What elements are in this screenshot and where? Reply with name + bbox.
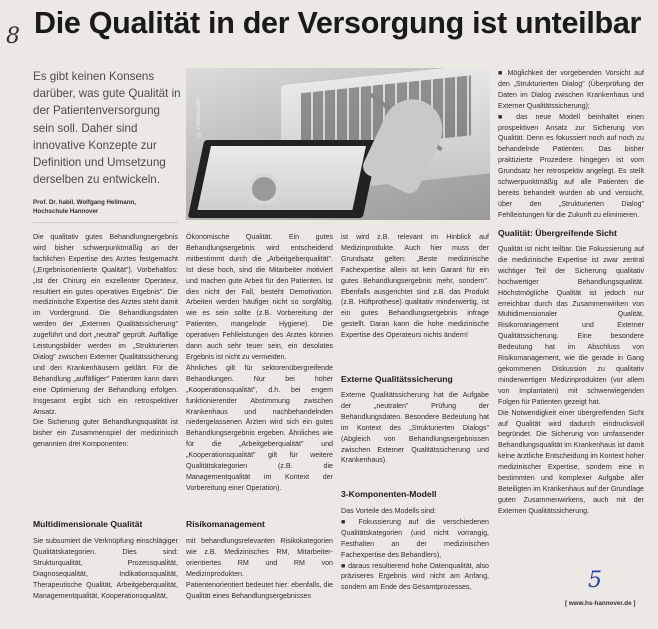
lead-text: Es gibt keinen Konsens darüber, was gute Qualität in der Patientenversorgung sein soll. Daher sind innovative Konzepte zur Definition und Umsetzung derselben zu entwickeln. (33, 70, 181, 187)
list-item: ■ das neue Modell beinhaltet einen prospektiven Ansatz zur Sicherung von Qualität. Denn es fokussiert noch auf noch zu behandelnde Patienten. Das bisher praktizierte Prozedere hingegen ist vom Grundsatz her retrospektiv angelegt. Es stellt schwerpunktmäßig auf alle Patienten die bereits behandelt wurden ab und versucht, über den „Strukturierten Dialog" Fehlleistungen für die Zukunft zu eliminieren. (498, 112, 644, 219)
paragraph: Die Sicherung guter Behandlungsqualität ist bisher ein Zusammenspiel der medizinisch genannten drei Komponenten: (33, 418, 178, 449)
column-4 (498, 68, 644, 221)
margin-mark: 8 (6, 24, 20, 49)
photo-credit: © Fotolia.com (196, 98, 202, 137)
paragraph: Die Notwendigkeit einer übergreifenden Sicht auf Qualität wird dadurch eindrucksvoll begründet. Die Sicherung von umfassender Behandlungsqualität im Krankenhaus ist damit keine ärztliche Entscheidung im Kontext hoher medizinischer Expertise, sondern eine in bestimmten und komplexer Aufgabe aller Beteiligten im Krankenhaus auf der Grundlage guten Zusammenwirkens, auch mit der Externen Qualitätssicherung. (498, 408, 644, 515)
paragraph: Externe Qualitätssicherung hat die Aufgabe der „neutralen" Prüfung der Behandlungsdaten. Besondere Bedeutung hat im Kontext des „Strukturierten Dialogs" (Abgleich von Behandlungsergebnissen zwischen Externer Qualitätssicherung und Krankenhaus). (341, 391, 489, 465)
column-3-external (341, 390, 489, 466)
author-affiliation: Hochschule Hannover (33, 208, 99, 215)
tablet-shape (188, 140, 380, 218)
paragraph: Qualität ist nicht teilbar. Die Fokussierung auf die medizinische Expertise ist zwar zentral wichtiger Teil der Sicherung qualitativ hochwertiger Behandlungsqualität. Höchstmögliche Qualität ist jedoch nur erreichbar durch das Zusammenwirken von Multidimensionaler Qualität, Risikomanagement und Externer Qualitätssicherung. Eine besondere Bedeutung hat im Abschluss von Risikomanagement, wie die gerade in Gang gekommenen Diskussion zu qualitativ minderwertigen Medizinprodukten (vor allem von Implantaten) mit schwerwiegenden Folgen für Patienten gezeigt hat. (498, 245, 644, 406)
paragraph: Ökonomische Qualität. Ein gutes Behandlungsergebnis wird entscheidend mitbestimmt durch die „Arbeitgeberqualität". Ist diese hoch, sind die Mitarbeiter motiviert und machen gute Arbeit für den Patienten. Ist dies nicht der Fall, besteht Demotivation. Arbeiten werden häufiger nicht so sorgfältig, wie es sein sollte (z.B. Vorbereitung der Patienten, mangelnde Hygiene). Die operativen Fehlleistungen des Arztes können dann auch sehr teuer sein, ein desolates Ergebnis ist nicht zu vermeiden. (186, 233, 333, 361)
author-name: Prof. Dr. habil. Wolfgang Hellmann, (33, 199, 137, 206)
paragraph: Sie subsumiert die Verknüpfung einschlägiger Qualitätskategorien. Dies sind: Strukturqualität, Prozessqualität, Diagnosequalität, Indikationsqualität, Therapeutische Qualität, Arbeitgeberqualität, Managementqualität, Kooperationsqualität, (33, 537, 178, 600)
heading-3-component-model: 3-Komponenten-Modell (341, 489, 437, 499)
column-1 (33, 232, 178, 450)
column-1-continued (33, 536, 178, 601)
column-4-overall (498, 244, 644, 517)
website-link[interactable]: [ www.hs-hannover.de ] (565, 600, 636, 607)
paragraph: Ähnliches gilt für sektorenübergreifende Behandlungen. Nur bei hoher „Kooperationsqualität", d.h. bei engem funktionierender Abstimmung zwischen Krankenhaus und nachbehandelnden niedergelassenen Ärzten wird sich ein gutes Behandlungsergebnis ergeben. Ähnliches wie für die „Arbeitgeberqualität" und „Kooperationsqualität" gilt für weitere Qualitätskategorien (z.B. die Managementqualität im Kontext der Vorbereitung einer Operation). (186, 363, 333, 492)
paragraph: Das Vorteile des Modells sind: (341, 507, 437, 515)
list-item: ■ Fokussierung auf die verschiedenen Qualitätskategorien (und nicht vorrangig, Festhalten an der medizinischen Fachexpertise des Behandlers), (341, 517, 489, 559)
headline: Die Qualität in der Versorgung ist unteilbar (34, 6, 642, 40)
heading-risk-management: Risikomanagement (186, 519, 265, 529)
paragraph: Die qualitativ gutes Behandlungsergebnis wird bisher schwerpunktmäßig an der fachlichen Expertise des Arztes festgemacht („Ergebnisorientierte Qualität"). Vorbehaltlos: „Ist der Chirurg ein exzellenter Operateur, resultiert ein gutes operatives Ergebnis". Die medizinische Expertise des Arztes steht damit im Vordergrund. Die Behandlungsdaten werden der „Externen Qualitätssicherung" zugeführt und dort „neutral" geprüft. Auffällige Leistungsbilder werden im „Strukturierten Dialog" zwischen Externer Qualitätssicherung und den Krankenhäusern geklärt. Für die Behandlung „auffälliger" Patienten kann dann eine Optimierung der Behandlung erfolgen. Insgesamt ergibt sich ein retrospektiver Ansatz. (33, 233, 178, 416)
heading-multidimensional: Multidimensionale Qualität (33, 519, 143, 529)
page-number: 5 (588, 568, 602, 593)
column-3-model (341, 506, 489, 593)
paragraph: mit behandlungsrelevanten Risikokategorien wie z.B. Medizinisches RM, Mitarbeiter-orientiertes RM und RM von Medizinprodukten. (186, 537, 333, 578)
list-item: ■ Möglichkeit der vorgebenden Vorsicht auf den „Strukturierten Dialog" (Überprüfung der Daten im Dialog zwischen Krankenhaus und Externer Qualitätssicherung); (498, 69, 644, 110)
article-photo (186, 68, 490, 220)
list-item: ■ daraus resultierend hohe Datenqualität, also präziseres Ergebnis wird nicht am Anfang, sondern am Ende des Gesamtprozesses, (341, 561, 489, 592)
stethoscope-icon (248, 173, 280, 205)
author-byline (33, 198, 183, 216)
divider (33, 222, 178, 223)
heading-external-qa: Externe Qualitätssicherung (341, 374, 453, 384)
heading-overall-view: Qualität: Übergreifende Sicht (498, 228, 617, 238)
column-2 (186, 232, 333, 494)
column-2-continued (186, 536, 333, 601)
column-3 (341, 232, 489, 341)
paragraph: Patientenorientiert bedeutet hier: ebenfalls, die Qualität eines Behandlungsergebnisses (186, 580, 333, 600)
paragraph: ist wird z.B. relevant im Hinblick auf Medizinprodukte. Auch hier muss der Grundsatz gelten: „Beste medizinische Fachexpertise allein ist kein Garant für ein gutes Behandlungsergebnis mehr, sondern". Ebenfalls ausgerichtet sind z.B. das Produkt (z.B. Hüftprothese) qualitativ minderwertig, ist ein gutes Behandlungsergebnis infrage gestellt. Daran kann die hohe medizinische Expertise des Operateurs nichts ändern! (341, 233, 489, 340)
